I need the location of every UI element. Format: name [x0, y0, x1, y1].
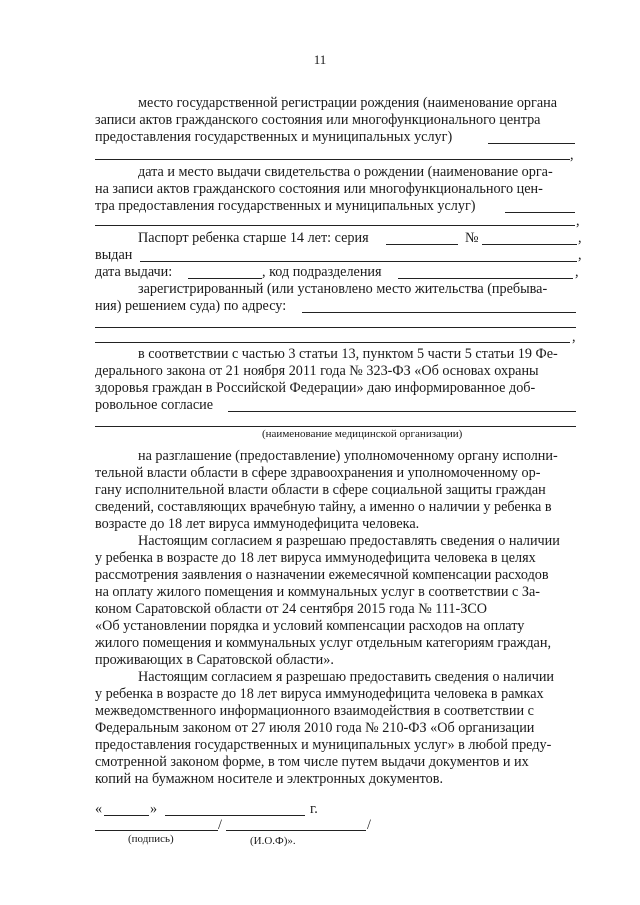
para2-line-4: на оплату жилого помещения и коммунальных услуг в соответствии с За- [95, 584, 541, 600]
comma-3: , [578, 230, 582, 246]
consent-line-1: в соответствии с частью 3 статьи 13, пунктом 5 части 5 статьи 19 Фе- [138, 346, 558, 362]
certificate-line-2: на записи актов гражданского состояния или многофункционального цен- [95, 181, 543, 197]
issued-by-label: выдан [95, 247, 133, 263]
birth-place-line-2: записи актов гражданского состояния или многофункционального центра [95, 112, 541, 128]
para3-line-4: Федеральным законом от 27 июля 2010 года № 210-ФЗ «Об организации [95, 720, 535, 736]
full-name-field[interactable] [226, 830, 366, 831]
slash-1: / [218, 817, 222, 833]
certificate-line-1: дата и место выдачи свидетельства о рождении (наименование орга- [138, 164, 553, 180]
division-code-label: , код подразделения [262, 264, 382, 280]
residence-field-3[interactable] [95, 342, 570, 343]
issue-date-label: дата выдачи: [95, 264, 173, 280]
residence-field-1[interactable] [302, 312, 576, 313]
full-name-caption: (И.О.Ф)». [250, 835, 296, 847]
consent-line-4: ровольное согласие [95, 397, 214, 413]
passport-number-field[interactable] [482, 244, 577, 245]
birth-place-blank-2[interactable] [95, 159, 570, 160]
para1-line-2: тельной власти области в сфере здравоохранения и уполномоченному ор- [95, 465, 541, 481]
comma-1: , [570, 147, 574, 163]
para2-line-5: коном Саратовской области от 24 сентября 2015 года № 111-ЗСО [95, 601, 488, 617]
para2-line-1: Настоящим согласием я разрешаю предоставлять сведения о наличии [138, 533, 560, 549]
residence-line-2: ния) решением суда) по адресу: [95, 298, 287, 314]
birth-place-line-3: предоставления государственных и муниципальных услуг) [95, 129, 453, 145]
page-number: 11 [313, 52, 327, 67]
date-day-field[interactable] [104, 815, 149, 816]
passport-series-field[interactable] [386, 244, 458, 245]
para3-line-1: Настоящим согласием я разрешаю предоставить сведения о наличии [138, 669, 555, 685]
para2-line-7: жилого помещения и коммунальных услуг отдельным категориям граждан, [95, 635, 551, 651]
para3-line-6: смотренной законом форме, в том числе путем выдачи документов и их [95, 754, 529, 770]
division-code-field[interactable] [398, 278, 573, 279]
consent-line-3: здоровья граждан в Российской Федерации» даю информированное доб- [95, 380, 536, 396]
comma-2: , [576, 213, 580, 229]
passport-number-sign: № [465, 230, 479, 246]
para3-line-3: межведомственного информационного взаимодействия в соответствии с [95, 703, 534, 719]
med-org-field-1[interactable] [228, 411, 576, 412]
date-month-year-field[interactable] [165, 815, 305, 816]
certificate-blank-2[interactable] [95, 225, 575, 226]
para1-line-5: возрасте до 18 лет вируса иммунодефицита человека. [95, 516, 420, 532]
issued-by-field[interactable] [140, 261, 577, 262]
signature-caption: (подпись) [128, 833, 174, 845]
certificate-line-3: тра предоставления государственных и муниципальных услуг) [95, 198, 476, 214]
comma-6: , [572, 329, 576, 345]
signature-field[interactable] [95, 830, 218, 831]
certificate-blank[interactable] [505, 212, 575, 213]
para3-line-2: у ребенка в возрасте до 18 лет вируса иммунодефицита человека в рамках [95, 686, 544, 702]
para2-line-3: рассмотрения заявления о назначении ежемесячной компенсации расходов [95, 567, 549, 583]
passport-series-label: Паспорт ребенка старше 14 лет: серия [138, 230, 369, 246]
para2-line-2: у ребенка в возрасте до 18 лет вируса иммунодефицита человека в целях [95, 550, 536, 566]
consent-line-2: дерального закона от 21 ноября 2011 года № 323-ФЗ «Об основах охраны [95, 363, 539, 379]
year-suffix: г. [310, 801, 318, 817]
para3-line-7: копий на бумажном носителе и электронных документов. [95, 771, 443, 787]
birth-place-line-1: место государственной регистрации рождения (наименование органа [138, 95, 558, 111]
para1-line-1: на разглашение (предоставление) уполномоченному органу исполни- [138, 448, 558, 464]
residence-field-2[interactable] [95, 327, 576, 328]
para1-line-3: гану исполнительной власти области в сфере социальной защиты граждан [95, 482, 546, 498]
para1-line-4: сведений, составляющих врачебную тайну, а именно о наличии у ребенка в [95, 499, 552, 515]
med-org-caption: (наименование медицинской организации) [262, 428, 463, 440]
comma-4: , [578, 247, 582, 263]
slash-2: / [367, 817, 371, 833]
med-org-field-2[interactable] [95, 426, 576, 427]
para2-line-6: «Об установлении порядка и условий компенсации расходов на оплату [95, 618, 525, 634]
date-close-quote: » [150, 801, 158, 817]
residence-line-1: зарегистрированный (или установлено место жительства (пребыва- [138, 281, 548, 297]
issue-date-field[interactable] [188, 278, 262, 279]
para2-line-8: проживающих в Саратовской области». [95, 652, 334, 668]
comma-5: , [575, 264, 579, 280]
date-open-quote: « [95, 801, 103, 817]
para3-line-5: предоставления государственных и муниципальных услуг» в любой преду- [95, 737, 552, 753]
birth-place-blank[interactable] [488, 143, 575, 144]
